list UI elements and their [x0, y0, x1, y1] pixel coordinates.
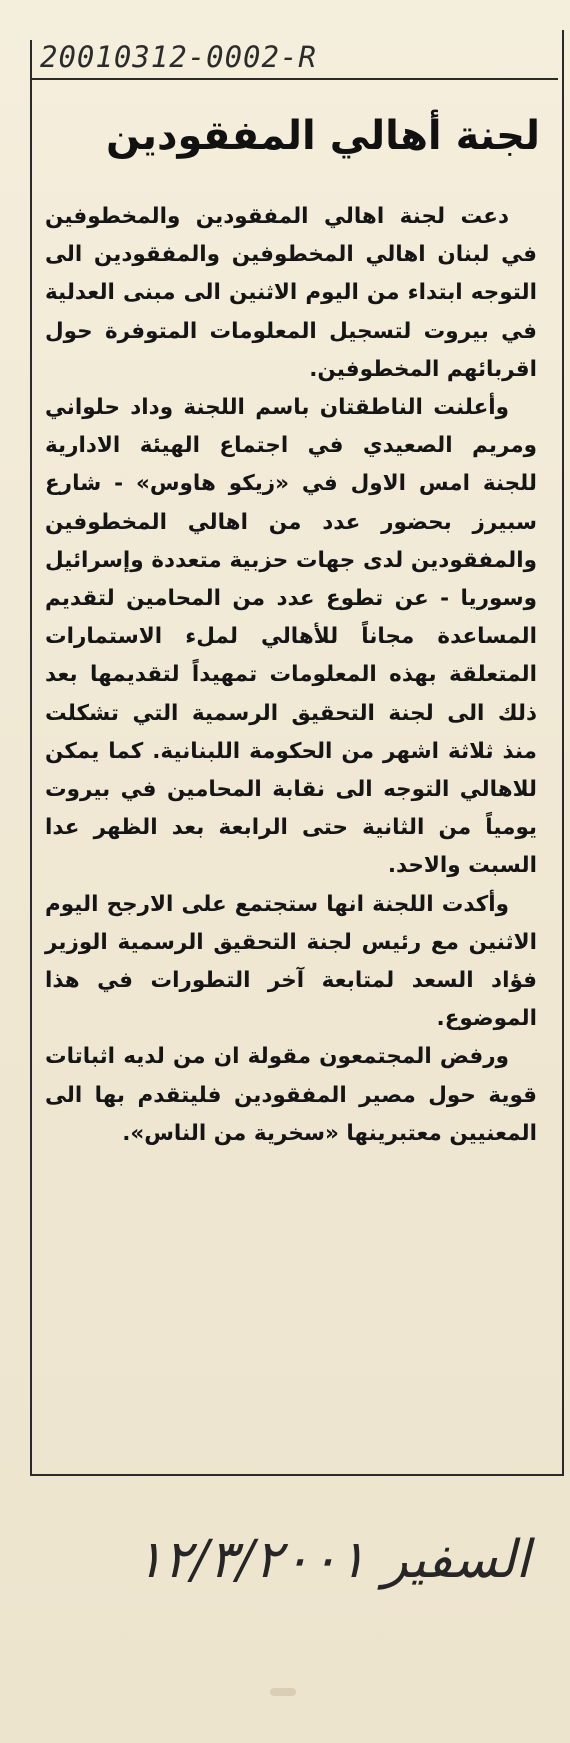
paper-smudge: [270, 1688, 296, 1696]
frame-top-border: [30, 78, 558, 80]
article-paragraph: وأكدت اللجنة انها ستجتمع على الارجح اليوم الاثنين مع رئيس لجنة التحقيق الرسمية الوزير فؤاد السعد لمتابعة آخر التطورات في هذا الموضوع.: [45, 891, 537, 1032]
frame-right-border: [562, 30, 564, 1475]
article-body: [45, 198, 537, 1153]
handwritten-source-date: السفير ١٢/٣/٢٠٠١: [135, 1530, 530, 1590]
article-paragraph: وأعلنت الناطقتان باسم اللجنة وداد حلواني ومريم الصعيدي في اجتماع الهيئة الادارية للجنة امس الاول في «زيكو هاوس» - شارع سبيرز بحضور عدد من اهالي المخطوفين والمفقودين لدى جهات حزبية متعددة وإسرائيل وسوريا - عن تطوع عدد من المحامين لتقديم المساعدة مجاناً للأهالي لملء الاستمارات المتعلقة بهذه المعلومات تمهيداً لتقديمها بعد ذلك الى لجنة التحقيق الرسمية التي تشكلت منذ ثلاثة اشهر من الحكومة اللبنانية. كما يمكن للاهالي التوجه الى نقابة المحامين في بيروت يومياً من الثانية حتى الرابعة بعد الظهر عدا السبت والاحد.: [45, 395, 537, 879]
frame-left-border: [30, 40, 32, 1475]
article-paragraph: دعت لجنة اهالي المفقودين والمخطوفين في لبنان اهالي المخطوفين والمفقودين الى التوجه ابتداء من اليوم الاثنين الى مبنى العدلية في بيروت لتسجيل المعلومات المتوفرة حول اقربائهم المخطوفين.: [45, 204, 537, 382]
frame-bottom-border: [30, 1474, 564, 1476]
article-headline: لجنة أهالي المفقودين: [106, 113, 540, 159]
reference-code: 20010312-0002-R: [40, 40, 317, 74]
article-paragraph: ورفض المجتمعون مقولة ان من لديه اثباتات قوية حول مصير المفقودين فليتقدم بها الى المعنيين معتبرينها «سخرية من الناس».: [45, 1044, 537, 1146]
